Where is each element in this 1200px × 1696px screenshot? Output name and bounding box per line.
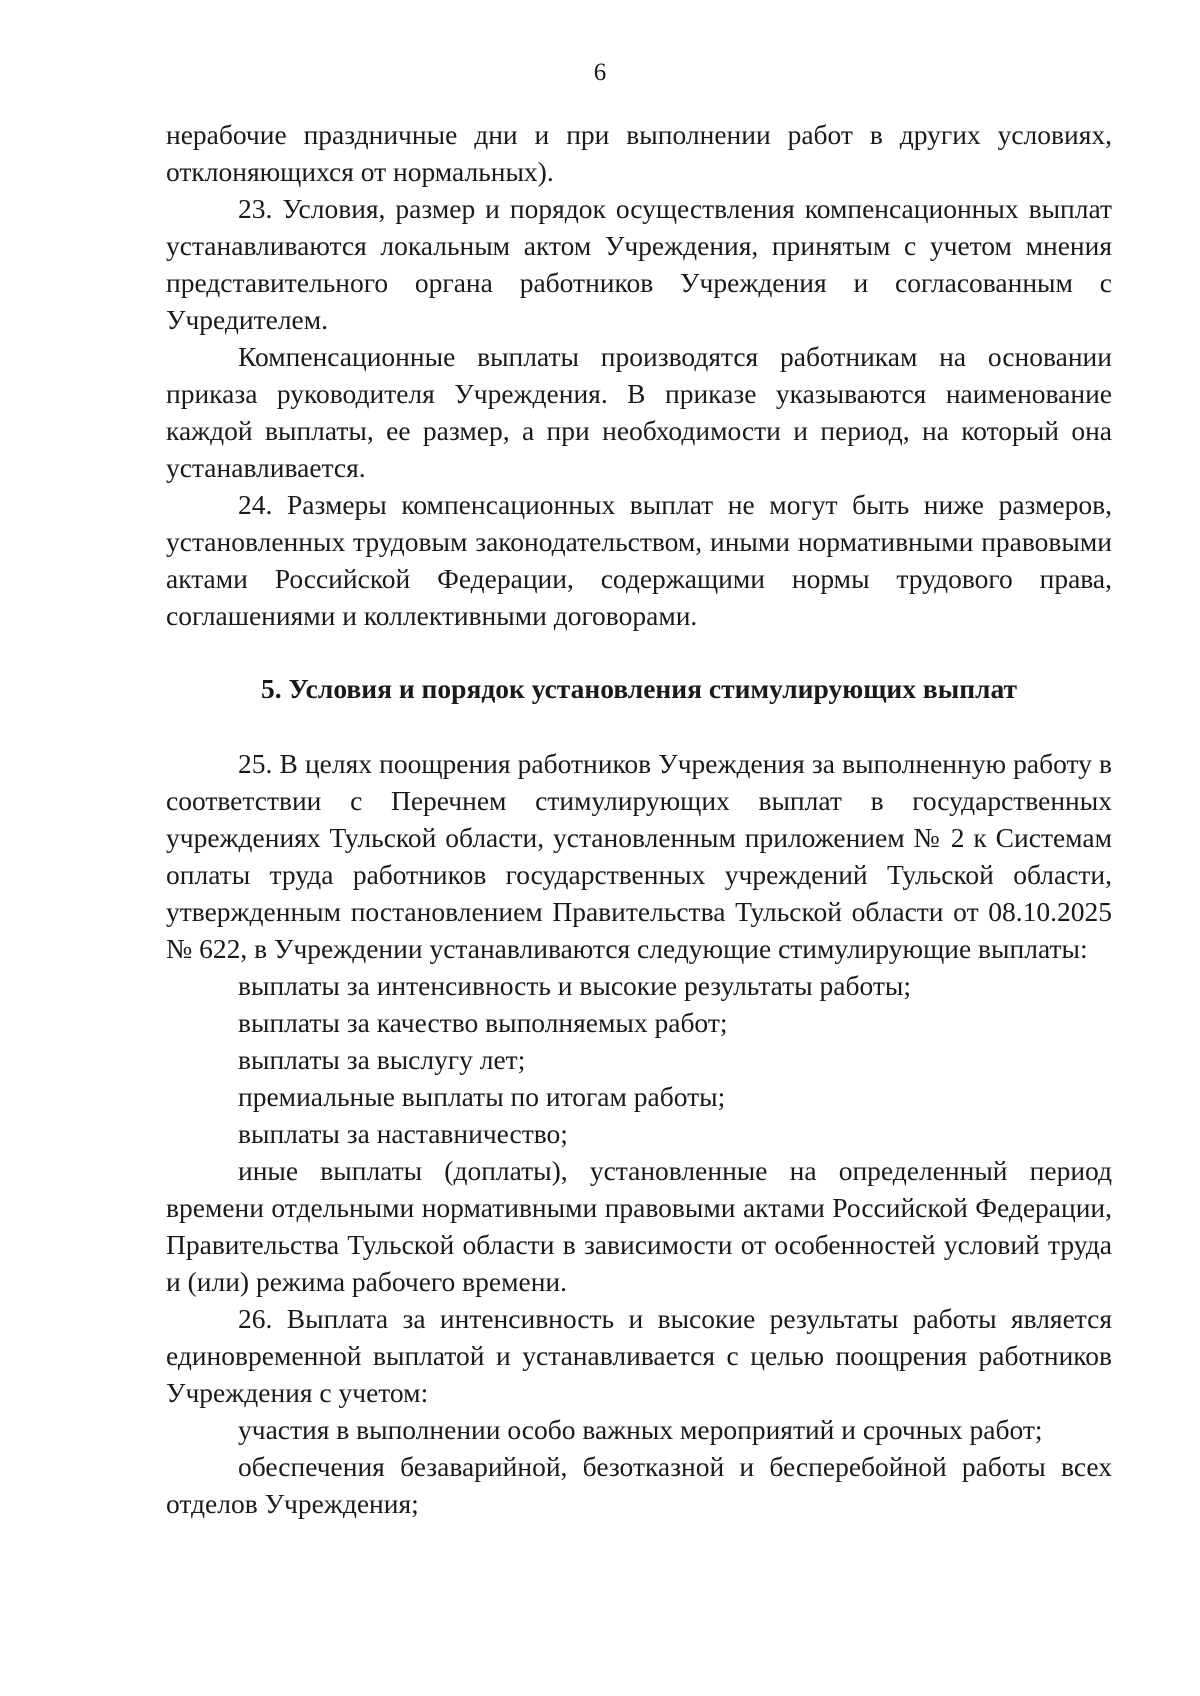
list-item: выплаты за качество выполняемых работ; [238,1007,728,1038]
list-item: выплаты за выслугу лет; [238,1044,526,1075]
paragraph-23-orders: Компенсационные выплаты производятся работникам на основании приказа руководителя Учреждения. В приказе указываются наименование каждой выплаты, ее размер, а при необходимости и период, на который она устанавливается. [166,341,1112,483]
list-item: выплаты за интенсивность и высокие результаты работы; [238,970,911,1001]
list-item: участия в выполнении особо важных мероприятий и срочных работ; [238,1414,1043,1445]
list-item: премиальные выплаты по итогам работы; [238,1081,726,1112]
document-body [166,116,1112,1522]
paragraph-23: 23. Условия, размер и порядок осуществления компенсационных выплат устанавливаются локальным актом Учреждения, принятым с учетом мнения представительного органа работников Учреждения и согласованным с Учредителем. [166,193,1112,335]
paragraph-continuation: нерабочие праздничные дни и при выполнении работ в других условиях, отклоняющихся от нормальных). [166,119,1112,187]
paragraph-26: 26. Выплата за интенсивность и высокие результаты работы является единовременной выплатой и устанавливается с целью поощрения работников Учреждения с учетом: [166,1303,1112,1408]
list-item: обеспечения безаварийной, безотказной и бесперебойной работы всех отделов Учреждения; [166,1451,1112,1519]
paragraph-24: 24. Размеры компенсационных выплат не могут быть ниже размеров, установленных трудовым законодательством, иными нормативными правовыми актами Российской Федерации, содержащими нормы трудового права, соглашениями и коллективными договорами. [166,489,1112,631]
page-number: 6 [593,59,607,86]
paragraph-25: 25. В целях поощрения работников Учреждения за выполненную работу в соответствии с Перечнем стимулирующих выплат в государственных учреждениях Тульской области, установленным приложением № 2 к Системам оплаты труда работников государственных учреждений Тульской области, утвержденным постановлением Правительства Тульской области от 08.10.2025 № 622, в Учреждении устанавливаются следующие стимулирующие выплаты: [166,748,1112,964]
list-item-other-payments: иные выплаты (доплаты), установленные на определенный период времени отдельными нормативными правовыми актами Российской Федерации, Правительства Тульской области в зависимости от особенностей условий труда и (или) режима рабочего времени. [166,1155,1112,1297]
list-item: выплаты за наставничество; [238,1118,568,1149]
section-heading: 5. Условия и порядок установления стимулирующих выплат [260,673,1018,704]
